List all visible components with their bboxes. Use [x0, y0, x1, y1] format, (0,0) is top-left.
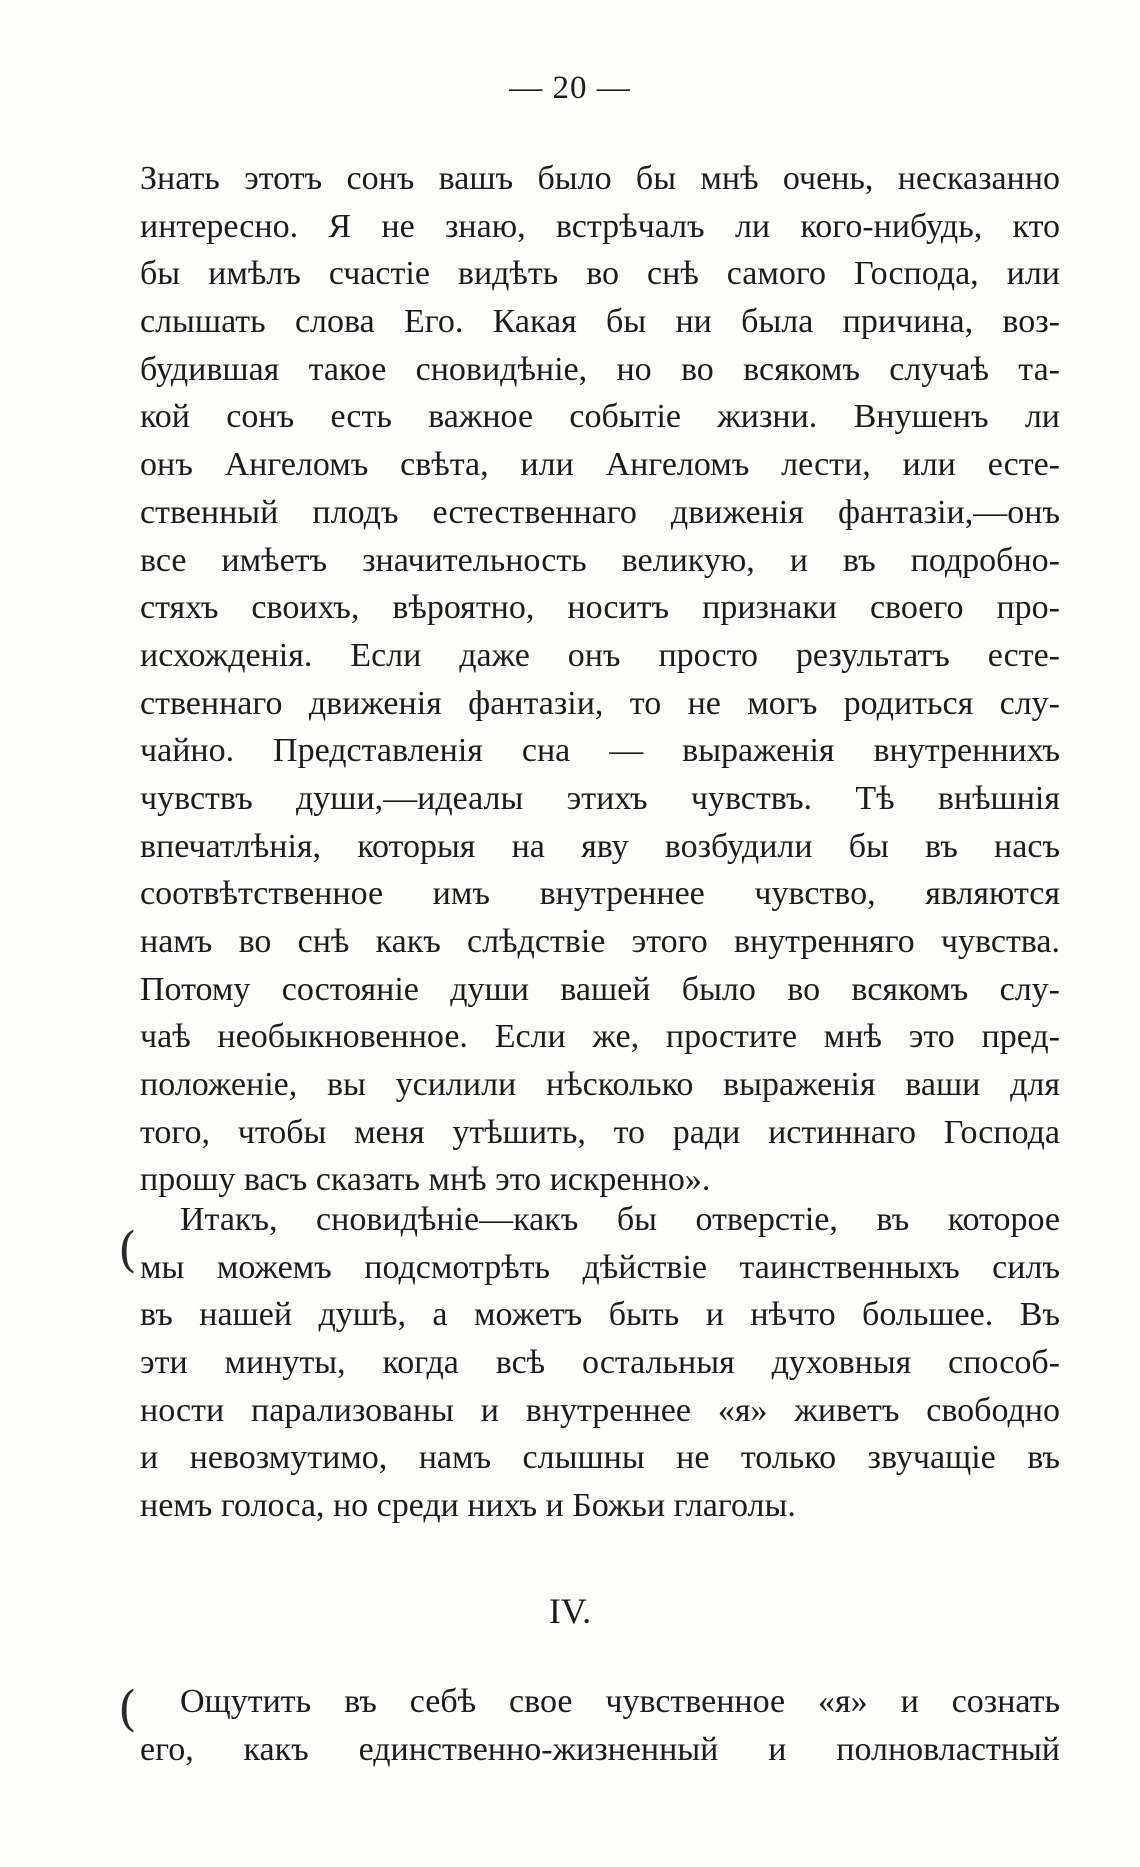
- text-line: чайно. Представленія сна — выраженія внутреннихъ: [140, 732, 1060, 770]
- text-line: положеніе, вы усилили нѣсколько выраженія ваши для: [140, 1066, 1060, 1104]
- text-line: прошу васъ сказать мнѣ это искренно».: [140, 1161, 711, 1199]
- text-line: интересно. Я не знаю, встрѣчалъ ли кого-нибудь, кто: [140, 207, 1060, 245]
- text-line: намъ во снѣ какъ слѣдствіе этого внутренняго чувства.: [140, 923, 1060, 960]
- text-line: чувствъ души,—идеалы этихъ чувствъ. Тѣ внѣшнія: [140, 779, 1060, 817]
- text-line: ственнаго движенія фантазіи, то не могъ родиться слу-: [140, 684, 1060, 722]
- text-line: его, какъ единственно-жизненный и полновластный: [140, 1730, 1060, 1768]
- text-line: будившая такое сновидѣніе, но во всякомъ случаѣ та-: [140, 350, 1060, 388]
- text-line: онъ Ангеломъ свѣта, или Ангеломъ лести, или есте-: [140, 446, 1060, 484]
- text-line: исхожденія. Если даже онъ просто результатъ есте-: [140, 636, 1060, 674]
- text-line: немъ голоса, но среди нихъ и Божьи глаголы.: [140, 1487, 796, 1525]
- paragraph-3: [140, 1678, 1060, 1773]
- text-line: эти минуты, когда всѣ остальныя духовныя способ-: [140, 1344, 1060, 1382]
- text-line: бы имѣлъ счастіе видѣть во снѣ самого Господа, или: [140, 255, 1060, 293]
- paragraph-2: [140, 1196, 1060, 1530]
- text-line: Ощутить въ себѣ свое чувственное «я» и сознать: [180, 1683, 1060, 1720]
- text-line: ственный плодъ естественнаго движенія фантазіи,—онъ: [140, 493, 1060, 531]
- text-line: Потому состояніе души вашей было во всякомъ слу-: [140, 970, 1060, 1008]
- text-line: впечатлѣнія, которыя на яву возбудили бы въ насъ: [140, 827, 1060, 865]
- text-line: слышать слова Его. Какая бы ни была причина, воз-: [140, 303, 1060, 341]
- text-line: того, чтобы меня утѣшить, то ради истиннаго Господа: [140, 1113, 1060, 1151]
- text-line: все имѣетъ значительность великую, и въ подробно-: [140, 541, 1060, 579]
- page-number: — 20 —: [509, 70, 631, 106]
- text-line: соотвѣтственное имъ внутреннее чувство, являются: [140, 875, 1060, 913]
- text-line: ности парализованы и внутреннее «я» живетъ свободно: [140, 1391, 1060, 1429]
- margin-bracket-mark: (: [118, 1681, 137, 1737]
- paragraph-1: [140, 155, 1060, 1204]
- text-line: Итакъ, сновидѣніе—какъ бы отверстіе, въ которое: [180, 1201, 1060, 1238]
- text-line: Знать этотъ сонъ вашъ было бы мнѣ очень, несказанно: [140, 160, 1060, 197]
- text-line: стяхъ своихъ, вѣроятно, носитъ признаки своего про-: [140, 589, 1060, 627]
- text-line: въ нашей душѣ, а можетъ быть и нѣчто большее. Въ: [140, 1296, 1060, 1334]
- text-line: и невозмутимо, намъ слышны не только звучащіе въ: [140, 1439, 1060, 1477]
- text-line: чаѣ необыкновенное. Если же, простите мнѣ это пред-: [140, 1018, 1060, 1056]
- section-heading: IV.: [548, 1591, 592, 1631]
- margin-bracket-mark: (: [118, 1222, 137, 1278]
- text-line: мы можемъ подсмотрѣть дѣйствіе таинственныхъ силъ: [140, 1248, 1060, 1286]
- text-line: кой сонъ есть важное событіе жизни. Внушенъ ли: [140, 398, 1060, 436]
